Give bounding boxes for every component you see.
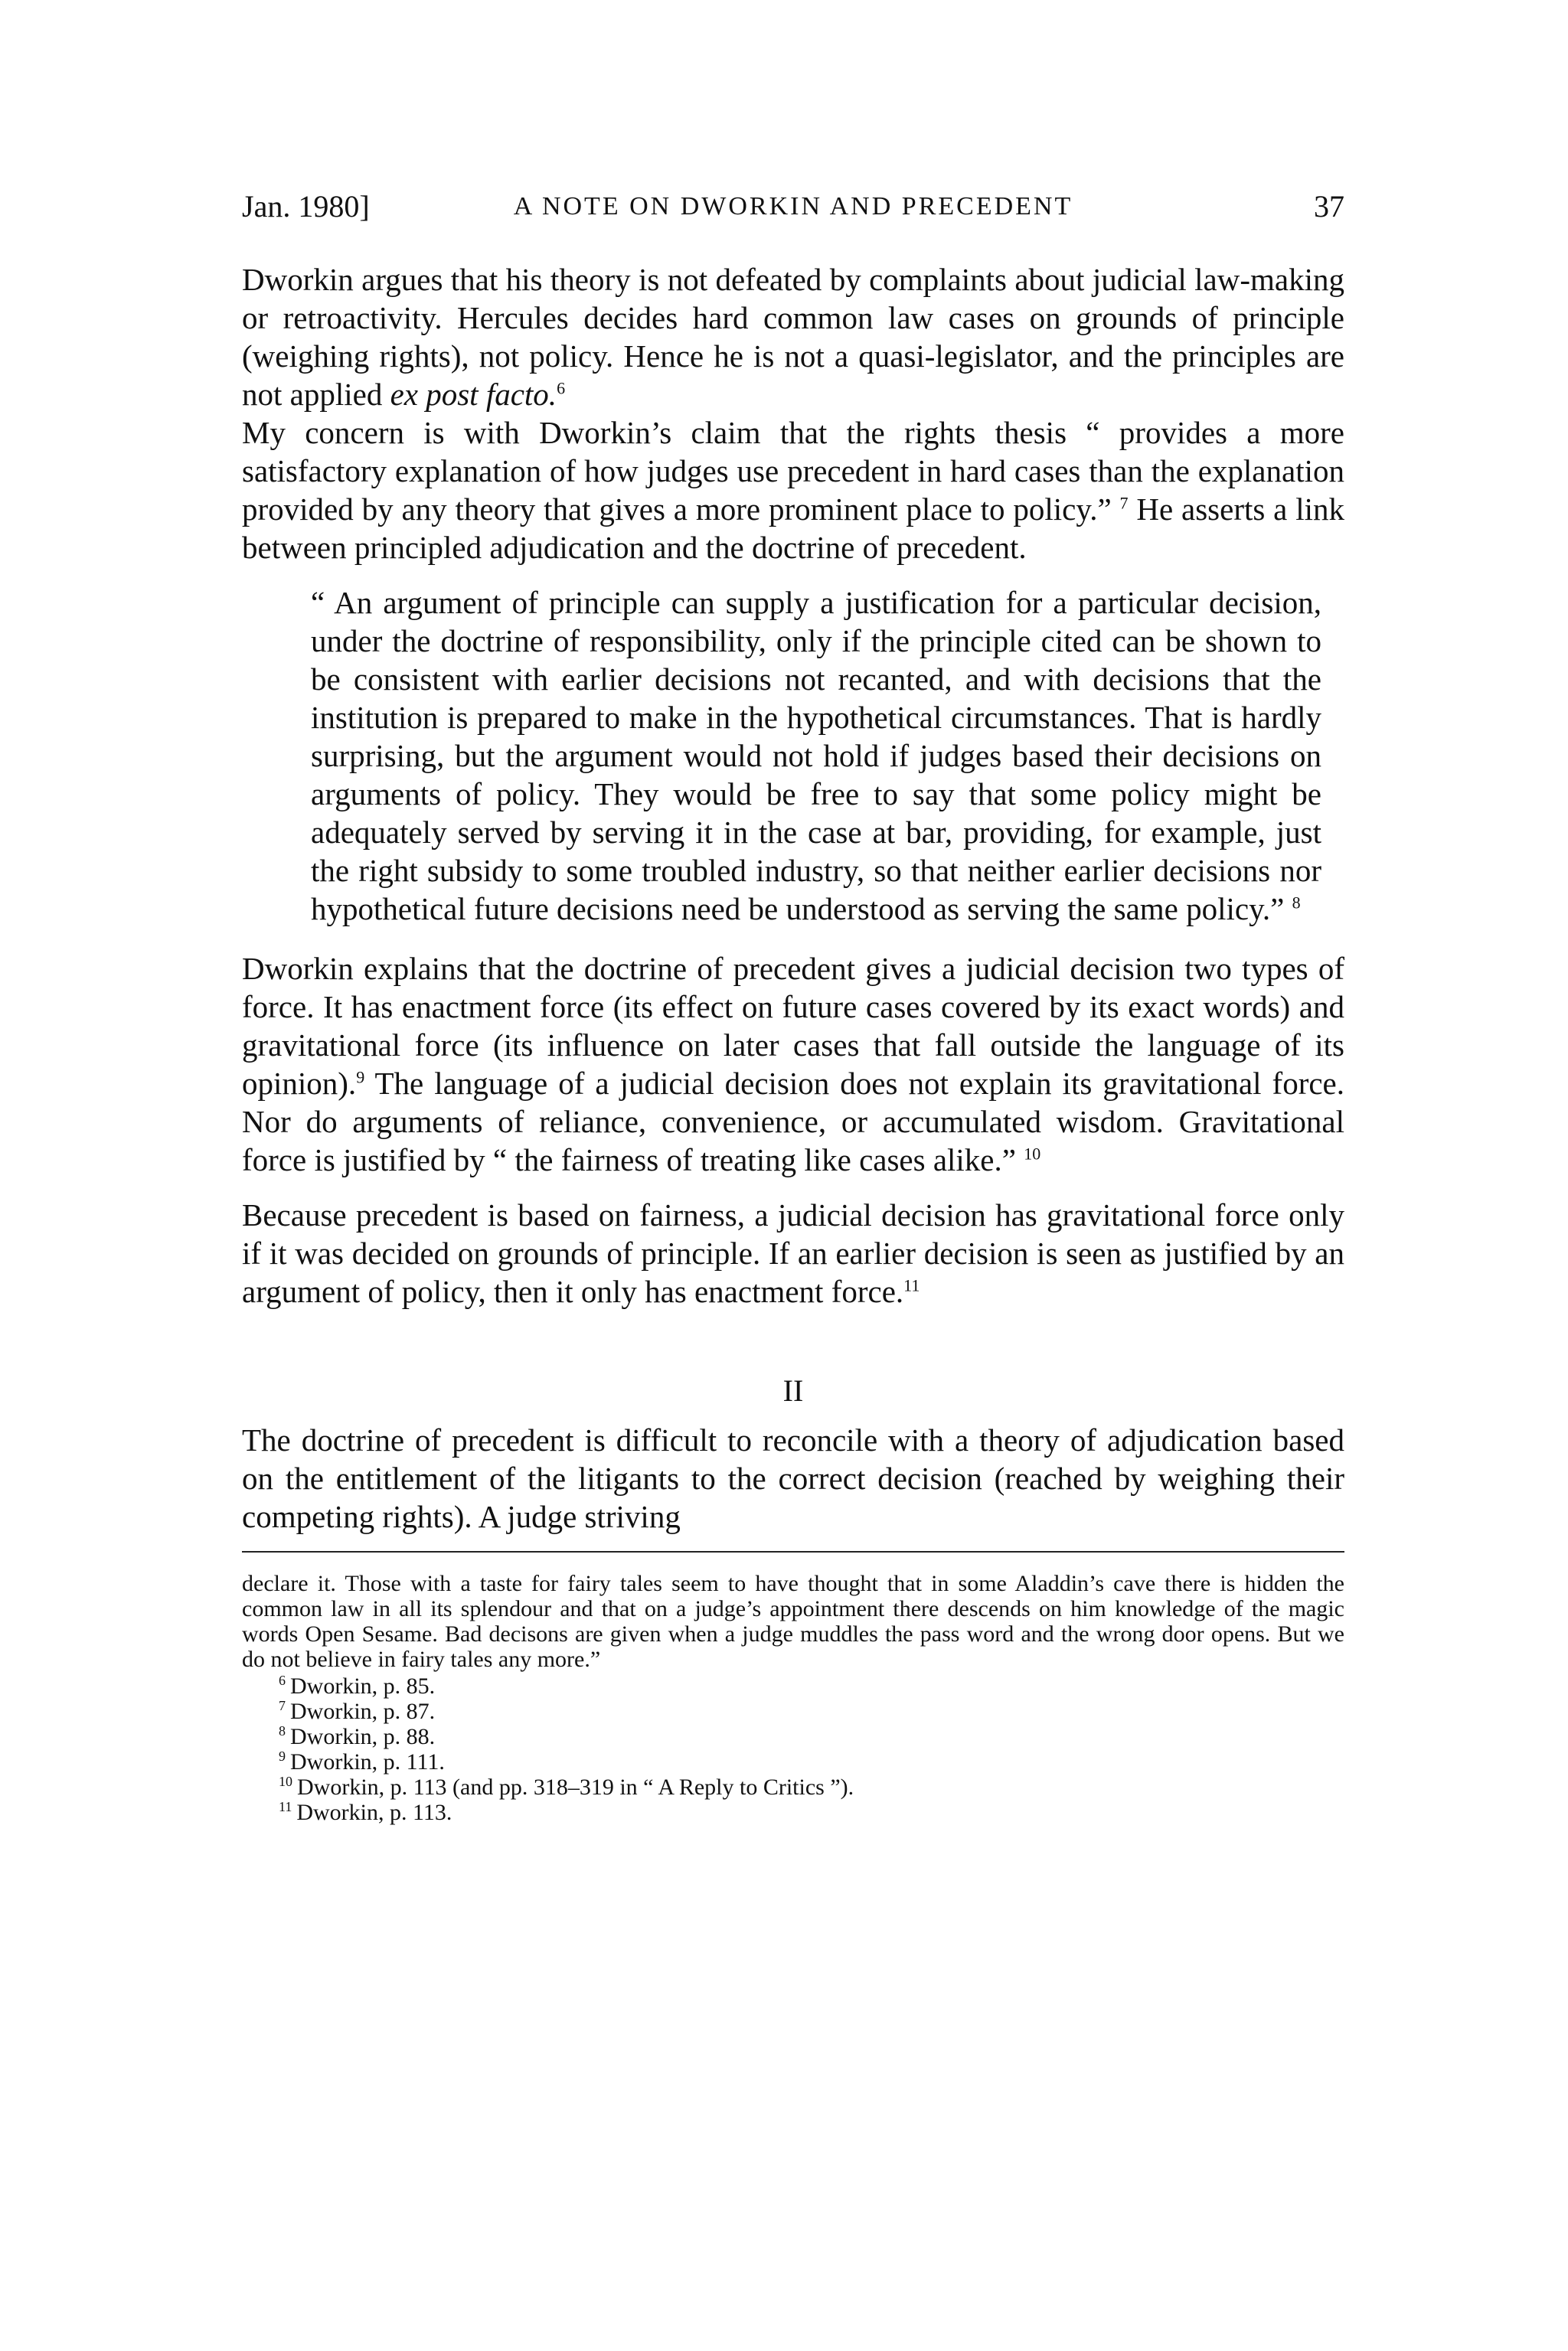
paragraph-3-text: Dworkin explains that the doctrine of precedent gives a judicial decision two types of force. It has enactment force (its effect on future cases covered by its exact words) and gravitational force (its influence on later cases that fall outside the language of its opinion). [242,951,1344,1101]
footnote-text: Dworkin, p. 113 (and pp. 318–319 in “ A Reply to Critics ”). [297,1775,854,1800]
footnote-9 [279,1749,1344,1775]
block-quote [311,583,1321,928]
footnote-text: Dworkin, p. 88. [290,1724,436,1749]
paragraph-1 [242,260,1344,413]
footnote-number: 7 [279,1698,286,1713]
paragraph-4 [242,1196,1344,1311]
footnote-text: Dworkin, p. 113. [296,1800,452,1825]
footnote-ref-7: 7 [1119,493,1129,513]
header-title: A NOTE ON DWORKIN AND PRECEDENT [513,192,1073,220]
footnote-number: 10 [279,1774,292,1789]
footnote-text: Dworkin, p. 85. [290,1673,436,1699]
footnote-11 [279,1800,1344,1825]
paragraph-2-text: My concern is with Dworkin’s claim that the rights thesis “ provides a more satisfactory explanation of how judges use precedent in hard cases than the explanation provided by any theory that gives a more prominent place to policy.” [242,415,1344,527]
body-text [242,260,1344,567]
block-quote-text: “ An argument of principle can supply a justification for a particular decision, under the doctrine of responsibility, only if the principle cited can be shown to be consistent with earlier decisions not recanted, and with decisions that the institution is prepared to make in the hypothetical circumstances. That is hardly surprising, but the argument would not hold if judges based their decisions on arguments of policy. They would be free to say that some policy might be adequately served by serving it in the case at bar, providing, for example, just the right subsidy to some troubled industry, so that neither earlier decisions nor hypothetical future decisions need be understood as serving the same policy.” [311,585,1321,926]
footnote-8 [279,1724,1344,1749]
section-heading: II [782,1373,804,1408]
page [242,184,1344,1825]
footnote-continued: declare it. Those with a taste for fairy tales seem to have thought that in some Aladdin’s cave there is hidden the common law in all its splendour and that on a judge’s appointment there descends on him knowledge of the magic words Open Sesame. Bad decisons are given when a judge muddles the pass word and the wrong door opens. But we do not believe in fairy tales any more.” [242,1571,1344,1672]
running-header [242,184,1344,230]
footnote-rule [242,1551,1344,1553]
footnote-7 [279,1699,1344,1724]
header-date: Jan. 1980] [242,189,370,224]
footnote-number: 11 [279,1799,292,1814]
body-text-section-2 [242,1421,1344,1536]
paragraph-1-italic: ex post facto. [390,377,557,412]
footnote-text: Dworkin, p. 87. [290,1699,436,1724]
paragraph-3-tail: The language of a judicial decision does not explain its gravitational force. Nor do arguments of reliance, convenience, or accumulated wisdom. Gravitational force is justified by “ the fairness of treating like cases alike.” [242,1066,1344,1177]
footnote-number: 8 [279,1723,286,1739]
paragraph-2-tail: He asserts a link between principled adjudication and the doctrine of precedent. [242,491,1345,565]
paragraph-2 [242,413,1344,567]
footnote-ref-6: 6 [557,378,566,398]
paragraph-1-text: Dworkin argues that his theory is not defeated by complaints about judicial law-making or retroactivity. Hercules decides hard common law cases on grounds of principle (weighing rights), not policy. Hence he is not a quasi-legislator, and the principles are not applied [242,262,1344,412]
paragraph-5: The doctrine of precedent is difficult to reconcile with a theory of adjudication based on the entitlement of the litigants to the correct decision (reached by weighing their competing rights). A judge striving [242,1422,1344,1534]
paragraph-4-text: Because precedent is based on fairness, a judicial decision has gravitational force only if it was decided on grounds of principle. If an earlier decision is seen as justified by an argument of policy, then it only has enactment force. [242,1197,1344,1309]
body-text-continued [242,949,1344,1311]
footnote-ref-10: 10 [1024,1144,1041,1164]
footnote-number: 6 [279,1673,286,1688]
footnote-6 [279,1673,1344,1699]
paragraph-3 [242,949,1344,1179]
footnote-ref-9: 9 [356,1067,365,1087]
footnotes [242,1571,1344,1825]
footnote-number: 9 [279,1749,286,1764]
footnote-10 [279,1775,1344,1800]
footnote-ref-8: 8 [1292,893,1301,913]
page-number: 37 [1314,189,1344,224]
footnote-text: Dworkin, p. 111. [290,1749,445,1775]
footnote-ref-11: 11 [903,1275,920,1295]
